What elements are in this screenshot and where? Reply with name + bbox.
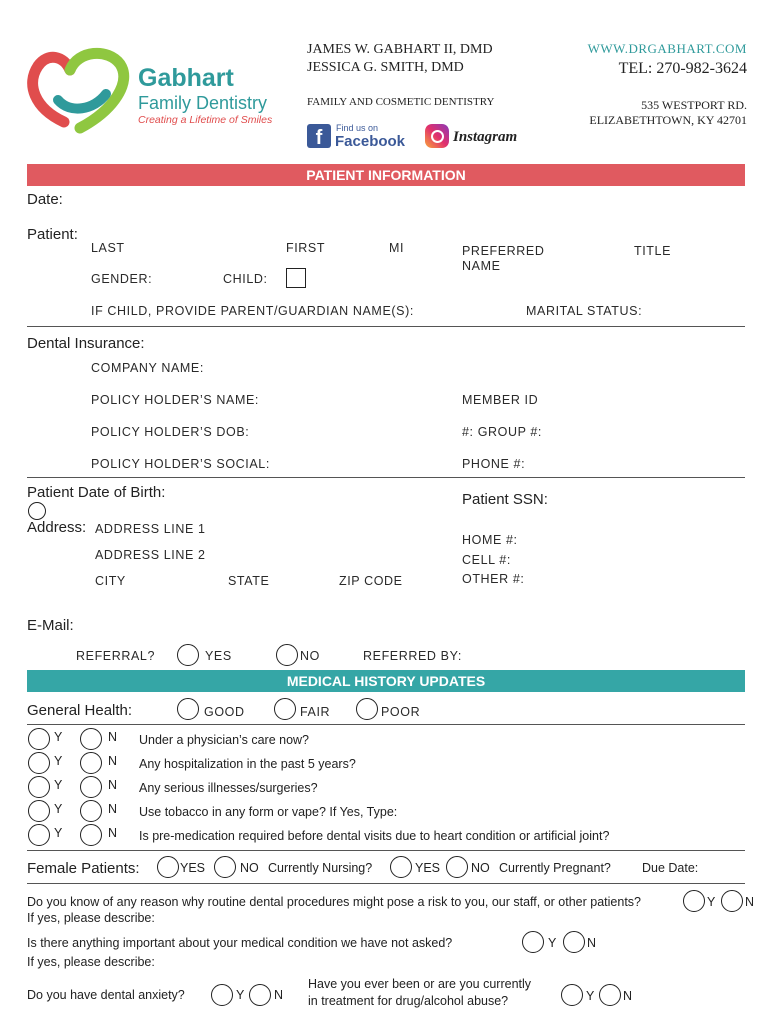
cell-phone-label: CELL #:	[462, 553, 511, 567]
risk-no-radio[interactable]	[721, 890, 743, 912]
referral-yes-radio[interactable]	[177, 644, 199, 666]
q5-yes-radio[interactable]	[28, 824, 50, 846]
q5-n-label: N	[108, 826, 118, 840]
drug-y-label: Y	[586, 989, 595, 1003]
mi-label: MI	[389, 241, 405, 255]
q3-yes-radio[interactable]	[28, 776, 50, 798]
facebook-icon: f	[307, 124, 331, 148]
preferred-name-label: NAME	[462, 259, 501, 273]
q1-y-label: Y	[54, 730, 63, 744]
dental-insurance-label: Dental Insurance:	[27, 335, 145, 352]
dob-radio[interactable]	[28, 502, 46, 520]
currently-pregnant-label: Currently Pregnant?	[499, 861, 611, 875]
q5-y-label: Y	[54, 826, 63, 840]
q4-n-label: N	[108, 802, 118, 816]
health-fair-label: FAIR	[300, 705, 331, 719]
date-label: Date:	[27, 191, 63, 208]
condition-yes-radio[interactable]	[522, 931, 544, 953]
marital-status-label: MARITAL STATUS:	[526, 304, 643, 318]
pregnant-yes-label: YES	[415, 861, 441, 875]
health-poor-label: POOR	[381, 705, 421, 719]
risk-question: Do you know of any reason why routine dental procedures might pose a risk to you, our staff, or other patients?	[27, 895, 642, 909]
preferred-label: PREFERRED	[462, 244, 545, 258]
title-label: TITLE	[634, 244, 672, 258]
q1-n-label: N	[108, 730, 118, 744]
drug-yes-radio[interactable]	[561, 984, 583, 1006]
website-link[interactable]: WWW.DRGABHART.COM	[587, 41, 747, 56]
health-good-label: GOOD	[204, 705, 245, 719]
q3-y-label: Y	[54, 778, 63, 792]
anxiety-y-label: Y	[236, 988, 245, 1002]
guardian-label: IF CHILD, PROVIDE PARENT/GUARDIAN NAME(S):	[91, 304, 414, 318]
risk-yes-radio[interactable]	[683, 890, 705, 912]
drug-no-radio[interactable]	[599, 984, 621, 1006]
city-label: CITY	[95, 574, 126, 588]
q5-no-radio[interactable]	[80, 824, 102, 846]
q2-n-label: N	[108, 754, 118, 768]
divider-3	[27, 724, 745, 725]
currently-nursing-label: Currently Nursing?	[268, 861, 373, 875]
nursing-no-radio[interactable]	[214, 856, 236, 878]
facebook-text: Facebook	[335, 133, 406, 150]
drug-question-line2: in treatment for drug/alcohol abuse?	[308, 994, 509, 1008]
child-label: CHILD:	[223, 272, 268, 286]
drug-question-line1: Have you ever been or are you currently	[308, 977, 532, 991]
email-label: E-Mail:	[27, 617, 74, 634]
female-patients-label: Female Patients:	[27, 860, 140, 877]
insurance-phone-label: PHONE #:	[462, 457, 526, 471]
logo-title: Gabhart	[138, 64, 234, 92]
divider-2	[27, 477, 745, 478]
q2-no-radio[interactable]	[80, 752, 102, 774]
q1-no-radio[interactable]	[80, 728, 102, 750]
condition-no-radio[interactable]	[563, 931, 585, 953]
health-poor-radio[interactable]	[356, 698, 378, 720]
pregnant-yes-radio[interactable]	[390, 856, 412, 878]
first-name-label: FIRST	[286, 241, 326, 255]
referral-yes-label: YES	[205, 649, 232, 663]
q1-text: Under a physician’s care now?	[139, 733, 310, 747]
instagram-text: Instagram	[453, 129, 518, 145]
q4-yes-radio[interactable]	[28, 800, 50, 822]
q4-no-radio[interactable]	[80, 800, 102, 822]
policy-holder-name-label: POLICY HOLDER’S NAME:	[91, 393, 259, 407]
office-address-line2: ELIZABETHTOWN, KY 42701	[589, 113, 747, 127]
gabhart-logo-mark	[24, 44, 136, 136]
divider-5	[27, 883, 745, 884]
company-name-label: COMPANY NAME:	[91, 361, 204, 375]
last-name-label: LAST	[91, 241, 125, 255]
address-label: Address:	[27, 519, 87, 536]
patient-information-bar	[27, 164, 745, 186]
health-fair-radio[interactable]	[274, 698, 296, 720]
anxiety-no-radio[interactable]	[249, 984, 271, 1006]
nursing-yes-radio[interactable]	[157, 856, 179, 878]
nursing-yes-label: YES	[180, 861, 206, 875]
medical-history-bar	[27, 670, 745, 692]
health-good-radio[interactable]	[177, 698, 199, 720]
address-line1-label: ADDRESS LINE 1	[95, 522, 206, 536]
risk-y-label: Y	[707, 895, 716, 909]
group-label: #: GROUP #:	[462, 425, 543, 439]
patient-label: Patient:	[27, 226, 78, 243]
gender-label: GENDER:	[91, 272, 153, 286]
nursing-no-label: NO	[240, 861, 259, 875]
patient-information-title: PATIENT INFORMATION	[306, 167, 466, 183]
phone-number: TEL: 270-982-3624	[618, 60, 747, 77]
zip-code-label: ZIP CODE	[339, 574, 403, 588]
policy-holder-dob-label: POLICY HOLDER’S DOB:	[91, 425, 250, 439]
logo-tagline: Creating a Lifetime of Smiles	[138, 114, 273, 126]
condition-n-label: N	[587, 936, 597, 950]
member-id-label: MEMBER ID	[462, 393, 539, 407]
risk-n-label: N	[745, 895, 755, 909]
anxiety-yes-radio[interactable]	[211, 984, 233, 1006]
anxiety-n-label: N	[274, 988, 284, 1002]
instagram-link[interactable]	[425, 122, 525, 154]
referred-by-label: REFERRED BY:	[363, 649, 462, 663]
referral-no-radio[interactable]	[276, 644, 298, 666]
divider-4	[27, 850, 745, 851]
office-address-line1: 535 WESTPORT RD.	[641, 98, 747, 112]
medical-condition-question: Is there anything important about your medical condition we have not asked?	[27, 936, 453, 950]
practice-type: FAMILY AND COSMETIC DENTISTRY	[307, 96, 495, 108]
instagram-icon	[425, 124, 449, 148]
facebook-link[interactable]	[307, 122, 407, 152]
dental-anxiety-question: Do you have dental anxiety?	[27, 988, 185, 1002]
address-line2-label: ADDRESS LINE 2	[95, 548, 206, 562]
home-phone-label: HOME #:	[462, 533, 518, 547]
due-date-label: Due Date:	[642, 861, 699, 875]
child-checkbox[interactable]	[286, 268, 306, 288]
state-label: STATE	[228, 574, 270, 588]
policy-holder-social-label: POLICY HOLDER’S SOCIAL:	[91, 457, 270, 471]
medical-history-title: MEDICAL HISTORY UPDATES	[286, 673, 486, 689]
pregnant-no-label: NO	[471, 861, 490, 875]
condition-describe-label: If yes, please describe:	[27, 955, 155, 969]
referral-no-label: NO	[300, 649, 320, 663]
q3-n-label: N	[108, 778, 118, 792]
referral-label: REFERRAL?	[76, 649, 156, 663]
q3-text: Any serious illnesses/surgeries?	[139, 781, 318, 795]
divider-1	[27, 326, 745, 327]
doctor-name-1: JAMES W. GABHART II, DMD	[307, 42, 493, 57]
general-health-label: General Health:	[27, 702, 133, 719]
facebook-find-text: Find us on	[336, 123, 379, 133]
condition-y-label: Y	[548, 936, 557, 950]
doctor-name-2: JESSICA G. SMITH, DMD	[307, 60, 464, 75]
q5-text: Is pre-medication required before dental visits due to heart condition or artificial joint?	[139, 829, 610, 843]
q2-text: Any hospitalization in the past 5 years?	[139, 757, 356, 771]
q2-y-label: Y	[54, 754, 63, 768]
other-phone-label: OTHER #:	[462, 572, 525, 586]
drug-n-label: N	[623, 989, 633, 1003]
patient-ssn-label: Patient SSN:	[462, 491, 548, 508]
logo-subtitle: Family Dentistry	[138, 93, 268, 113]
pregnant-no-radio[interactable]	[446, 856, 468, 878]
patient-dob-label: Patient Date of Birth:	[27, 484, 166, 501]
q3-no-radio[interactable]	[80, 776, 102, 798]
risk-describe-label: If yes, please describe:	[27, 911, 155, 925]
q1-yes-radio[interactable]	[28, 728, 50, 750]
q4-text: Use tobacco in any form or vape? If Yes, Type:	[139, 805, 398, 819]
q4-y-label: Y	[54, 802, 63, 816]
q2-yes-radio[interactable]	[28, 752, 50, 774]
